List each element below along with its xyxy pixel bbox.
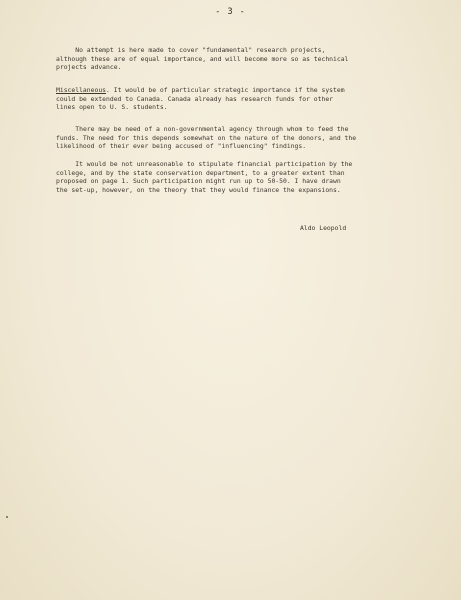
miscellaneous-heading: Miscellaneous (56, 86, 107, 94)
paragraph-financial-participation: It would be not unreasonable to stipulate financial participation by the college, and by the state conservation department, to a greater extent than proposed on page 1. Such participation might run up to 50-50. I have drawn the set-up, however, on the theory that they would finance the expansions. (56, 160, 353, 194)
paragraph-fundamental-research: No attempt is here made to cover "fundamental" research projects, although these are of equal importance, and will become more so as technical projects advance. (56, 46, 349, 72)
paper-speck (6, 516, 8, 518)
paragraph-miscellaneous (56, 86, 416, 112)
miscellaneous-text: . It would be of particular strategic importance if the system could be extended to Canada. Canada already has research funds for other lines open to U. S. students. (56, 86, 345, 112)
paragraph-non-governmental-agency: There may be need of a non-governmental agency through whom to feed the funds. The need for this depends somewhat on the nature of the donors, and the likelihood of their ever being accused of "influencing" findings. (56, 125, 357, 151)
signature: Aldo Leopold (300, 224, 347, 232)
page-number: - 3 - (215, 7, 246, 17)
